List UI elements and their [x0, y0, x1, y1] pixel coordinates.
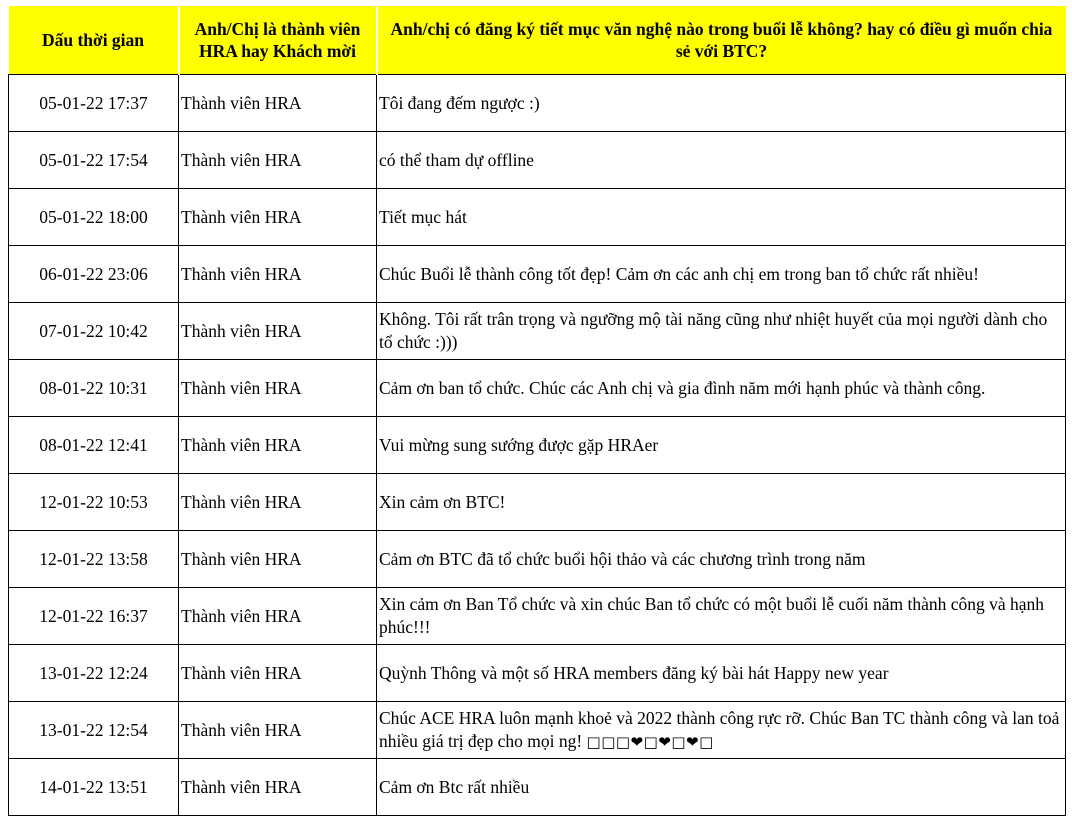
- table-row: [9, 132, 1066, 189]
- table-row: [9, 417, 1066, 474]
- header-message: Anh/chị có đăng ký tiết mục văn nghệ nào trong buổi lễ không? hay có điều gì muốn chia sẻ với BTC?: [377, 6, 1066, 75]
- message-text: Tôi đang đếm ngược :): [379, 92, 540, 113]
- cell-message: [377, 645, 1066, 702]
- cell-timestamp: 05-01-22 17:54: [9, 132, 179, 189]
- message-text: Xin cảm ơn Ban Tổ chức và xin chúc Ban tổ chức có một buổi lễ cuối năm thành công và hạnh phúc!!!: [379, 594, 1045, 637]
- cell-timestamp: 05-01-22 18:00: [9, 189, 179, 246]
- message-text: có thể tham dự offline: [379, 149, 534, 170]
- table-row: [9, 246, 1066, 303]
- message-text: Cảm ơn BTC đã tổ chức buổi hội thảo và các chương trình trong năm: [379, 548, 866, 569]
- cell-member-type: Thành viên HRA: [179, 132, 377, 189]
- message-text: Cảm ơn ban tổ chức. Chúc các Anh chị và gia đình năm mới hạnh phúc và thành công.: [379, 377, 986, 398]
- table-row: [9, 702, 1066, 759]
- cell-member-type: Thành viên HRA: [179, 246, 377, 303]
- cell-member-type: Thành viên HRA: [179, 474, 377, 531]
- cell-message: [377, 75, 1066, 132]
- table-row: [9, 531, 1066, 588]
- message-text: Vui mừng sung sướng được gặp HRAer: [379, 434, 659, 455]
- cell-member-type: Thành viên HRA: [179, 531, 377, 588]
- cell-timestamp: 12-01-22 10:53: [9, 474, 179, 531]
- cell-member-type: Thành viên HRA: [179, 417, 377, 474]
- cell-member-type: Thành viên HRA: [179, 189, 377, 246]
- message-text: Xin cảm ơn BTC!: [379, 491, 506, 512]
- cell-timestamp: 12-01-22 16:37: [9, 588, 179, 645]
- table-row: [9, 303, 1066, 360]
- cell-member-type: Thành viên HRA: [179, 759, 377, 816]
- cell-message: [377, 759, 1066, 816]
- cell-message: [377, 702, 1066, 759]
- cell-member-type: Thành viên HRA: [179, 75, 377, 132]
- cell-member-type: Thành viên HRA: [179, 588, 377, 645]
- table-row: [9, 75, 1066, 132]
- message-text: Quỳnh Thông và một số HRA members đăng ký bài hát Happy new year: [379, 662, 889, 683]
- header-row: [9, 6, 1066, 75]
- cell-timestamp: 07-01-22 10:42: [9, 303, 179, 360]
- cell-timestamp: 08-01-22 10:31: [9, 360, 179, 417]
- message-emoji: □□□❤□❤□❤□: [586, 732, 714, 751]
- response-sheet: [8, 6, 1065, 816]
- table-row: [9, 588, 1066, 645]
- cell-message: [377, 417, 1066, 474]
- cell-timestamp: 13-01-22 12:54: [9, 702, 179, 759]
- cell-message: [377, 189, 1066, 246]
- table-row: [9, 474, 1066, 531]
- message-text: Tiết mục hát: [379, 206, 467, 227]
- message-text: Chúc Buổi lễ thành công tốt đẹp! Cảm ơn các anh chị em trong ban tổ chức rất nhiều!: [379, 263, 979, 284]
- cell-timestamp: 08-01-22 12:41: [9, 417, 179, 474]
- message-text: Không. Tôi rất trân trọng và ngưỡng mộ tài năng cũng như nhiệt huyết của mọi người dành cho tổ chức :))): [379, 309, 1048, 352]
- cell-member-type: Thành viên HRA: [179, 360, 377, 417]
- cell-message: [377, 360, 1066, 417]
- header-member-type: Anh/Chị là thành viên HRA hay Khách mời: [179, 6, 377, 75]
- cell-message: [377, 132, 1066, 189]
- cell-member-type: Thành viên HRA: [179, 303, 377, 360]
- cell-member-type: Thành viên HRA: [179, 645, 377, 702]
- table-row: [9, 759, 1066, 816]
- cell-timestamp: 13-01-22 12:24: [9, 645, 179, 702]
- cell-message: [377, 246, 1066, 303]
- cell-timestamp: 14-01-22 13:51: [9, 759, 179, 816]
- cell-message: [377, 531, 1066, 588]
- table-row: [9, 360, 1066, 417]
- cell-timestamp: 06-01-22 23:06: [9, 246, 179, 303]
- table-row: [9, 189, 1066, 246]
- cell-message: [377, 588, 1066, 645]
- cell-timestamp: 12-01-22 13:58: [9, 531, 179, 588]
- header-timestamp: Dấu thời gian: [9, 6, 179, 75]
- cell-member-type: Thành viên HRA: [179, 702, 377, 759]
- responses-table: [8, 6, 1066, 816]
- cell-message: [377, 303, 1066, 360]
- cell-message: [377, 474, 1066, 531]
- message-text: Cảm ơn Btc rất nhiều: [379, 776, 530, 797]
- message-text: Chúc ACE HRA luôn mạnh khoẻ và 2022 thành công rực rỡ. Chúc Ban TC thành công và lan toả nhiều giá trị đẹp cho mọi ng!: [379, 707, 1060, 751]
- cell-timestamp: 05-01-22 17:37: [9, 75, 179, 132]
- table-row: [9, 645, 1066, 702]
